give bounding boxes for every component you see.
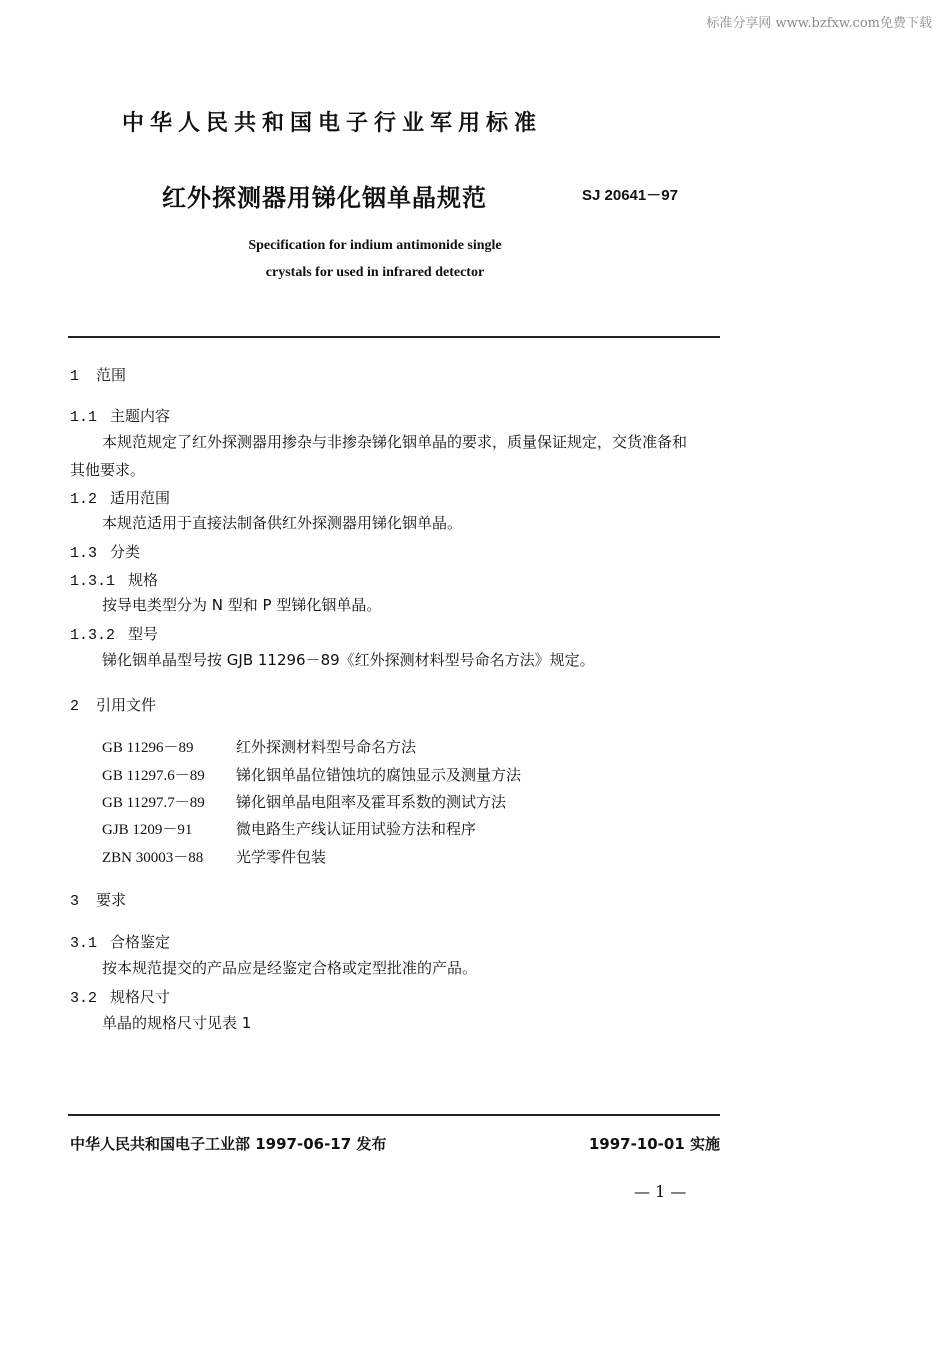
reference-name: 红外探测材料型号命名方法 (236, 738, 417, 756)
document-title: 红外探测器用锑化铟单晶规范 (162, 184, 487, 212)
standard-category: 中华人民共和国电子行业军用标准 (122, 111, 543, 136)
page-number: — 1 — (634, 1182, 687, 1201)
section-1-1-heading: 1.1 主题内容 (70, 407, 171, 426)
section-3-2-heading: 3.2 规格尺寸 (70, 988, 171, 1007)
section-1-1-text-line1: 本规范规定了红外探测器用掺杂与非掺杂锑化铟单晶的要求，质量保证规定，交货准备和 (102, 433, 688, 451)
reference-code: GJB 1209－91 (102, 822, 193, 838)
english-title-line2: crystals for used in infrared detector (265, 265, 485, 280)
section-1-heading: 1 范围 (70, 366, 127, 385)
standard-code: SJ 20641－97 (582, 187, 678, 204)
english-title (0, 232, 575, 286)
section-1-3-2-text: 锑化铟单晶型号按 GJB 11296－89《红外探测材料型号命名方法》规定。 (102, 651, 595, 669)
section-3-heading: 3 要求 (70, 891, 127, 910)
section-2-heading: 2 引用文件 (70, 696, 157, 715)
section-3-2-text: 单晶的规格尺寸见表 1 (102, 1014, 252, 1032)
reference-code: GB 11297.6－89 (102, 768, 205, 784)
reference-name: 锑化铟单晶位错蚀坑的腐蚀显示及测量方法 (236, 766, 522, 784)
reference-name: 微电路生产线认证用试验方法和程序 (236, 820, 477, 838)
header-divider (68, 336, 720, 338)
footer-divider (68, 1114, 720, 1116)
reference-name: 光学零件包装 (236, 848, 327, 866)
section-1-3-1-heading: 1.3.1 规格 (70, 571, 159, 590)
reference-code: GB 11296－89 (102, 740, 194, 756)
reference-code: ZBN 30003－88 (102, 850, 204, 866)
issue-date: 中华人民共和国电子工业部 1997-06-17 发布 (70, 1135, 387, 1153)
english-title-line1: Specification for indium antimonide single (248, 238, 502, 253)
effective-date: 1997-10-01 实施 (588, 1135, 720, 1153)
section-3-1-heading: 3.1 合格鉴定 (70, 933, 171, 952)
reference-name: 锑化铟单晶电阻率及霍耳系数的测试方法 (236, 793, 507, 811)
section-1-2-text: 本规范适用于直接法制备供红外探测器用锑化铟单晶。 (102, 514, 463, 532)
section-1-3-1-text: 按导电类型分为 N 型和 P 型锑化铟单晶。 (102, 596, 382, 614)
section-1-3-heading: 1.3 分类 (70, 543, 141, 562)
section-1-1-text-line2: 其他要求。 (70, 461, 146, 479)
watermark: 标准分享网 www.bzfxw.com免费下载 (706, 16, 932, 31)
section-3-1-text: 按本规范提交的产品应是经鉴定合格或定型批准的产品。 (102, 959, 478, 977)
reference-code: GB 11297.7－89 (102, 795, 205, 811)
section-1-2-heading: 1.2 适用范围 (70, 489, 171, 508)
section-1-3-2-heading: 1.3.2 型号 (70, 625, 159, 644)
